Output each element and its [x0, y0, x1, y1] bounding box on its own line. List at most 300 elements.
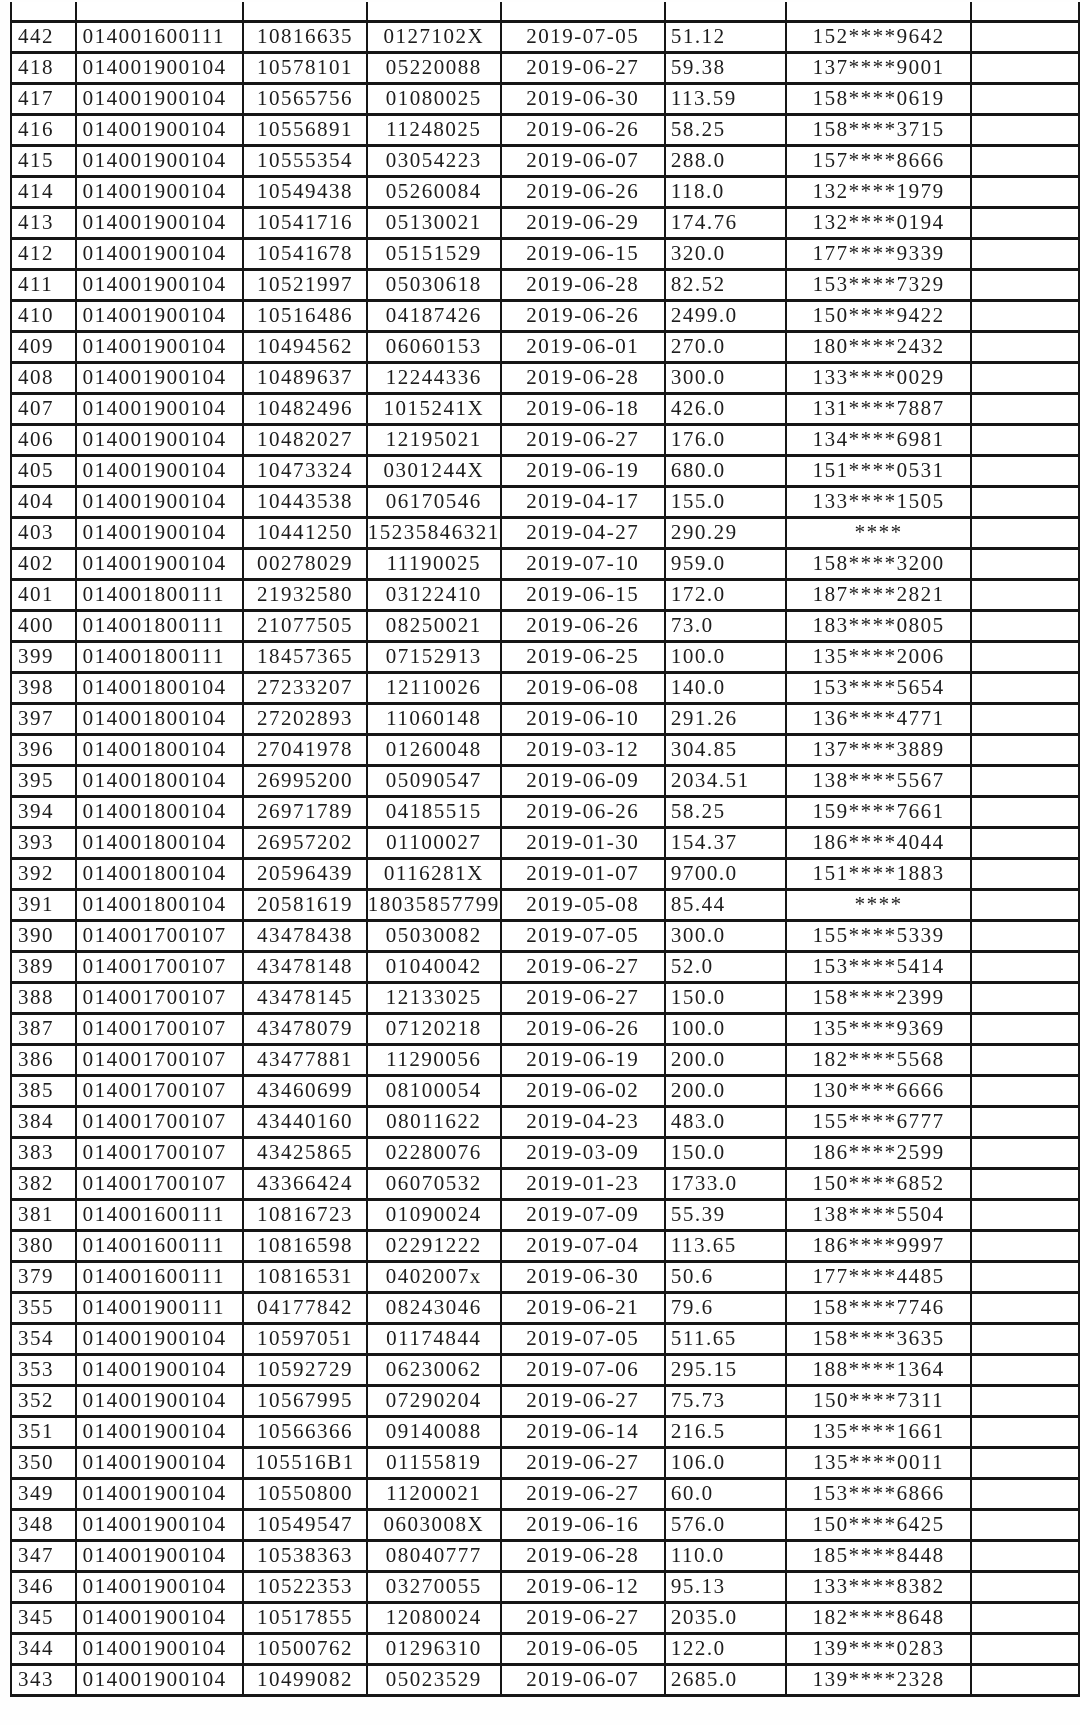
- empty-cell: [971, 1540, 1079, 1571]
- masked-phone-cell: 137****9001: [786, 52, 971, 83]
- amount-cell: 2685.0: [665, 1664, 786, 1695]
- serial-number-cell: 389: [11, 951, 76, 982]
- serial-number-cell: 390: [11, 920, 76, 951]
- amount-cell: 113.59: [665, 83, 786, 114]
- account-number-cell: 10538363: [243, 1540, 367, 1571]
- empty-cell: [971, 1323, 1079, 1354]
- table-row: [11, 52, 1079, 83]
- date-cell: 2019-06-25: [501, 641, 665, 672]
- serial-number-cell: 348: [11, 1509, 76, 1540]
- amount-cell: 79.6: [665, 1292, 786, 1323]
- table-row: [11, 517, 1079, 548]
- record-number-cell: 12244336: [367, 362, 501, 393]
- account-number-cell: 10522353: [243, 1571, 367, 1602]
- masked-phone-cell: 139****0283: [786, 1633, 971, 1664]
- date-cell: 2019-06-29: [501, 207, 665, 238]
- serial-number-cell: 388: [11, 982, 76, 1013]
- serial-number-cell: 400: [11, 610, 76, 641]
- record-number-cell: 11060148: [367, 703, 501, 734]
- account-number-cell: 26971789: [243, 796, 367, 827]
- amount-cell: 154.37: [665, 827, 786, 858]
- date-cell: 2019-07-05: [501, 21, 665, 52]
- table-row: [11, 703, 1079, 734]
- org-code-cell: 014001800104: [76, 796, 244, 827]
- org-code-cell: 014001900104: [76, 145, 244, 176]
- empty-cell: [971, 145, 1079, 176]
- empty-cell: [971, 176, 1079, 207]
- account-number-cell: 20596439: [243, 858, 367, 889]
- masked-phone-cell: 133****1505: [786, 486, 971, 517]
- account-number-cell: 10816635: [243, 21, 367, 52]
- account-number-cell: 10541716: [243, 207, 367, 238]
- table-row: [11, 1106, 1079, 1137]
- table-row: [11, 1385, 1079, 1416]
- empty-cell: [971, 889, 1079, 920]
- amount-cell: 426.0: [665, 393, 786, 424]
- record-number-cell: 05030618: [367, 269, 501, 300]
- serial-number-cell: 399: [11, 641, 76, 672]
- date-cell: 2019-01-23: [501, 1168, 665, 1199]
- org-code-cell: 014001700107: [76, 1075, 244, 1106]
- date-cell: 2019-06-26: [501, 796, 665, 827]
- org-code-cell: 014001900104: [76, 331, 244, 362]
- serial-number-cell: 442: [11, 21, 76, 52]
- masked-phone-cell: 150****6852: [786, 1168, 971, 1199]
- org-code-cell: 014001900104: [76, 517, 244, 548]
- table-row: [11, 1292, 1079, 1323]
- amount-cell: 82.52: [665, 269, 786, 300]
- date-cell: 2019-06-08: [501, 672, 665, 703]
- account-number-cell: 10597051: [243, 1323, 367, 1354]
- empty-cell: [971, 517, 1079, 548]
- empty-cell: [971, 83, 1079, 114]
- serial-number-cell: 382: [11, 1168, 76, 1199]
- table-row: [11, 300, 1079, 331]
- serial-number-cell: 350: [11, 1447, 76, 1478]
- table-row: [11, 114, 1079, 145]
- record-number-cell: 03122410: [367, 579, 501, 610]
- masked-phone-cell: 188****1364: [786, 1354, 971, 1385]
- account-number-cell: 10816723: [243, 1199, 367, 1230]
- date-cell: 2019-07-10: [501, 548, 665, 579]
- masked-phone-cell: 182****8648: [786, 1602, 971, 1633]
- org-code-cell: 014001900104: [76, 300, 244, 331]
- amount-cell: 59.38: [665, 52, 786, 83]
- date-cell: 2019-06-27: [501, 951, 665, 982]
- date-cell: 2019-06-30: [501, 1261, 665, 1292]
- account-number-cell: 10550800: [243, 1478, 367, 1509]
- table-row: [11, 672, 1079, 703]
- record-number-cell: 05090547: [367, 765, 501, 796]
- org-code-cell: 014001900104: [76, 393, 244, 424]
- table-row: [11, 1075, 1079, 1106]
- serial-number-cell: 392: [11, 858, 76, 889]
- masked-phone-cell: 150****9422: [786, 300, 971, 331]
- table-row: [11, 1013, 1079, 1044]
- org-code-cell: 014001700107: [76, 1137, 244, 1168]
- masked-phone-cell: 136****4771: [786, 703, 971, 734]
- table-row: [11, 1664, 1079, 1695]
- date-cell: 2019-04-23: [501, 1106, 665, 1137]
- amount-cell: 55.39: [665, 1199, 786, 1230]
- date-cell: 2019-06-12: [501, 1571, 665, 1602]
- record-number-cell: 12110026: [367, 672, 501, 703]
- amount-cell: 576.0: [665, 1509, 786, 1540]
- record-number-cell: 01296310: [367, 1633, 501, 1664]
- table-row: [11, 827, 1079, 858]
- org-code-cell: 014001800104: [76, 703, 244, 734]
- masked-phone-cell: 187****2821: [786, 579, 971, 610]
- masked-phone-cell: 180****2432: [786, 331, 971, 362]
- org-code-cell: 014001900104: [76, 1509, 244, 1540]
- serial-number-cell: 386: [11, 1044, 76, 1075]
- table-row: [11, 734, 1079, 765]
- serial-number-cell: 418: [11, 52, 76, 83]
- masked-phone-cell: 133****8382: [786, 1571, 971, 1602]
- amount-cell: 140.0: [665, 672, 786, 703]
- date-cell: 2019-06-27: [501, 1447, 665, 1478]
- record-number-cell: 06230062: [367, 1354, 501, 1385]
- org-code-cell: 014001700107: [76, 920, 244, 951]
- org-code-cell: 014001900104: [76, 1447, 244, 1478]
- account-number-cell: 10549547: [243, 1509, 367, 1540]
- serial-number-cell: 416: [11, 114, 76, 145]
- date-cell: 2019-07-05: [501, 1323, 665, 1354]
- masked-phone-cell: 133****0029: [786, 362, 971, 393]
- org-code-cell: 014001800104: [76, 858, 244, 889]
- record-number-cell: 02280076: [367, 1137, 501, 1168]
- serial-number-cell: 409: [11, 331, 76, 362]
- date-cell: 2019-06-19: [501, 1044, 665, 1075]
- clipped-cell: [501, 2, 665, 21]
- account-number-cell: 43460699: [243, 1075, 367, 1106]
- empty-cell: [971, 1633, 1079, 1664]
- account-number-cell: 10500762: [243, 1633, 367, 1664]
- serial-number-cell: 413: [11, 207, 76, 238]
- masked-phone-cell: 158****3635: [786, 1323, 971, 1354]
- amount-cell: 288.0: [665, 145, 786, 176]
- masked-phone-cell: 134****6981: [786, 424, 971, 455]
- date-cell: 2019-06-26: [501, 176, 665, 207]
- record-number-cell: 06070532: [367, 1168, 501, 1199]
- amount-cell: 110.0: [665, 1540, 786, 1571]
- empty-cell: [971, 1571, 1079, 1602]
- empty-cell: [971, 269, 1079, 300]
- serial-number-cell: 397: [11, 703, 76, 734]
- record-number-cell: 08011622: [367, 1106, 501, 1137]
- org-code-cell: 014001900104: [76, 1664, 244, 1695]
- record-number-cell: 06170546: [367, 486, 501, 517]
- empty-cell: [971, 1168, 1079, 1199]
- record-number-cell: 01155819: [367, 1447, 501, 1478]
- account-number-cell: 27233207: [243, 672, 367, 703]
- empty-cell: [971, 734, 1079, 765]
- table-row: [11, 1633, 1079, 1664]
- account-number-cell: 43478079: [243, 1013, 367, 1044]
- serial-number-cell: 383: [11, 1137, 76, 1168]
- table-row: [11, 83, 1079, 114]
- date-cell: 2019-06-27: [501, 52, 665, 83]
- empty-cell: [971, 1602, 1079, 1633]
- serial-number-cell: 406: [11, 424, 76, 455]
- empty-cell: [971, 1416, 1079, 1447]
- date-cell: 2019-06-27: [501, 1385, 665, 1416]
- record-number-cell: 08250021: [367, 610, 501, 641]
- table-row: [11, 1044, 1079, 1075]
- account-number-cell: 21932580: [243, 579, 367, 610]
- empty-cell: [971, 455, 1079, 486]
- org-code-cell: 014001800104: [76, 734, 244, 765]
- amount-cell: 176.0: [665, 424, 786, 455]
- table-row: [11, 889, 1079, 920]
- amount-cell: 2035.0: [665, 1602, 786, 1633]
- account-number-cell: 10555354: [243, 145, 367, 176]
- masked-phone-cell: 131****7887: [786, 393, 971, 424]
- account-number-cell: 10521997: [243, 269, 367, 300]
- record-number-cell: 11290056: [367, 1044, 501, 1075]
- clipped-cell: [665, 2, 786, 21]
- amount-cell: 2499.0: [665, 300, 786, 331]
- empty-cell: [971, 393, 1079, 424]
- record-number-cell: 12080024: [367, 1602, 501, 1633]
- table-row: [11, 1199, 1079, 1230]
- date-cell: 2019-06-01: [501, 331, 665, 362]
- serial-number-cell: 345: [11, 1602, 76, 1633]
- masked-phone-cell: 186****2599: [786, 1137, 971, 1168]
- amount-cell: 320.0: [665, 238, 786, 269]
- empty-cell: [971, 858, 1079, 889]
- account-number-cell: 10482496: [243, 393, 367, 424]
- record-number-cell: 04187426: [367, 300, 501, 331]
- empty-cell: [971, 300, 1079, 331]
- serial-number-cell: 403: [11, 517, 76, 548]
- table-row: [11, 1447, 1079, 1478]
- date-cell: 2019-06-27: [501, 1478, 665, 1509]
- org-code-cell: 014001900104: [76, 52, 244, 83]
- masked-phone-cell: 135****0011: [786, 1447, 971, 1478]
- account-number-cell: 18457365: [243, 641, 367, 672]
- org-code-cell: 014001900104: [76, 1354, 244, 1385]
- org-code-cell: 014001900104: [76, 176, 244, 207]
- org-code-cell: 014001800104: [76, 765, 244, 796]
- masked-phone-cell: 183****0805: [786, 610, 971, 641]
- empty-cell: [971, 548, 1079, 579]
- amount-cell: 51.12: [665, 21, 786, 52]
- serial-number-cell: 379: [11, 1261, 76, 1292]
- org-code-cell: 014001900104: [76, 83, 244, 114]
- masked-phone-cell: 150****7311: [786, 1385, 971, 1416]
- date-cell: 2019-04-27: [501, 517, 665, 548]
- amount-cell: 200.0: [665, 1075, 786, 1106]
- serial-number-cell: 410: [11, 300, 76, 331]
- empty-cell: [971, 1447, 1079, 1478]
- date-cell: 2019-06-27: [501, 1602, 665, 1633]
- table-row: [11, 920, 1079, 951]
- amount-cell: 304.85: [665, 734, 786, 765]
- account-number-cell: 10592729: [243, 1354, 367, 1385]
- amount-cell: 300.0: [665, 920, 786, 951]
- clipped-cell: [367, 2, 501, 21]
- date-cell: 2019-06-26: [501, 610, 665, 641]
- org-code-cell: 014001900104: [76, 269, 244, 300]
- record-number-cell: 08243046: [367, 1292, 501, 1323]
- table-row: [11, 145, 1079, 176]
- record-number-cell: 06060153: [367, 331, 501, 362]
- empty-cell: [971, 672, 1079, 703]
- empty-cell: [971, 1292, 1079, 1323]
- table-row: [11, 1323, 1079, 1354]
- date-cell: 2019-06-16: [501, 1509, 665, 1540]
- serial-number-cell: 355: [11, 1292, 76, 1323]
- table-row: [11, 1168, 1079, 1199]
- table-row: [11, 1571, 1079, 1602]
- table-row: [11, 362, 1079, 393]
- record-number-cell: 05151529: [367, 238, 501, 269]
- account-number-cell: 10567995: [243, 1385, 367, 1416]
- amount-cell: 483.0: [665, 1106, 786, 1137]
- amount-cell: 300.0: [665, 362, 786, 393]
- masked-phone-cell: 158****2399: [786, 982, 971, 1013]
- table-row: [11, 269, 1079, 300]
- account-number-cell: 10549438: [243, 176, 367, 207]
- clipped-cell: [76, 2, 244, 21]
- table-row: [11, 1230, 1079, 1261]
- empty-cell: [971, 486, 1079, 517]
- amount-cell: 290.29: [665, 517, 786, 548]
- org-code-cell: 014001600111: [76, 21, 244, 52]
- org-code-cell: 014001900104: [76, 207, 244, 238]
- serial-number-cell: 411: [11, 269, 76, 300]
- account-number-cell: 10566366: [243, 1416, 367, 1447]
- org-code-cell: 014001900104: [76, 1602, 244, 1633]
- table-row: [11, 207, 1079, 238]
- org-code-cell: 014001900104: [76, 486, 244, 517]
- empty-cell: [971, 796, 1079, 827]
- account-number-cell: 04177842: [243, 1292, 367, 1323]
- org-code-cell: 014001800104: [76, 827, 244, 858]
- masked-phone-cell: 138****5567: [786, 765, 971, 796]
- org-code-cell: 014001600111: [76, 1230, 244, 1261]
- org-code-cell: 014001900104: [76, 1540, 244, 1571]
- masked-phone-cell: 152****9642: [786, 21, 971, 52]
- account-number-cell: 43366424: [243, 1168, 367, 1199]
- clipped-top-row: [11, 2, 1079, 21]
- masked-phone-cell: 186****4044: [786, 827, 971, 858]
- amount-cell: 60.0: [665, 1478, 786, 1509]
- date-cell: 2019-04-17: [501, 486, 665, 517]
- masked-phone-cell: 177****9339: [786, 238, 971, 269]
- date-cell: 2019-06-21: [501, 1292, 665, 1323]
- clipped-cell: [786, 2, 971, 21]
- record-number-cell: 0127102X: [367, 21, 501, 52]
- record-number-cell: 03054223: [367, 145, 501, 176]
- org-code-cell: 014001700107: [76, 1168, 244, 1199]
- table-row: [11, 238, 1079, 269]
- date-cell: 2019-06-09: [501, 765, 665, 796]
- empty-cell: [971, 610, 1079, 641]
- amount-cell: 291.26: [665, 703, 786, 734]
- record-number-cell: 01174844: [367, 1323, 501, 1354]
- org-code-cell: 014001700107: [76, 951, 244, 982]
- masked-phone-cell: ****: [786, 517, 971, 548]
- empty-cell: [971, 1230, 1079, 1261]
- serial-number-cell: 404: [11, 486, 76, 517]
- empty-cell: [971, 765, 1079, 796]
- masked-phone-cell: 151****0531: [786, 455, 971, 486]
- masked-phone-cell: 137****3889: [786, 734, 971, 765]
- clipped-cell: [243, 2, 367, 21]
- empty-cell: [971, 1106, 1079, 1137]
- amount-cell: 122.0: [665, 1633, 786, 1664]
- record-number-cell: 07120218: [367, 1013, 501, 1044]
- table-row: [11, 951, 1079, 982]
- masked-phone-cell: 135****1661: [786, 1416, 971, 1447]
- serial-number-cell: 381: [11, 1199, 76, 1230]
- date-cell: 2019-06-28: [501, 1540, 665, 1571]
- masked-phone-cell: 158****3200: [786, 548, 971, 579]
- table-row: [11, 548, 1079, 579]
- serial-number-cell: 417: [11, 83, 76, 114]
- account-number-cell: 105516B1: [243, 1447, 367, 1478]
- serial-number-cell: 401: [11, 579, 76, 610]
- date-cell: 2019-01-07: [501, 858, 665, 889]
- empty-cell: [971, 951, 1079, 982]
- empty-cell: [971, 1261, 1079, 1292]
- account-number-cell: 43425865: [243, 1137, 367, 1168]
- amount-cell: 58.25: [665, 114, 786, 145]
- serial-number-cell: 380: [11, 1230, 76, 1261]
- amount-cell: 200.0: [665, 1044, 786, 1075]
- masked-phone-cell: 153****7329: [786, 269, 971, 300]
- amount-cell: 52.0: [665, 951, 786, 982]
- serial-number-cell: 412: [11, 238, 76, 269]
- record-number-cell: 15235846321: [367, 517, 501, 548]
- date-cell: 2019-06-14: [501, 1416, 665, 1447]
- account-number-cell: 10816598: [243, 1230, 367, 1261]
- table-row: [11, 982, 1079, 1013]
- record-number-cell: 01040042: [367, 951, 501, 982]
- record-number-cell: 0402007x: [367, 1261, 501, 1292]
- date-cell: 2019-03-09: [501, 1137, 665, 1168]
- amount-cell: 100.0: [665, 641, 786, 672]
- empty-cell: [971, 1509, 1079, 1540]
- date-cell: 2019-06-26: [501, 300, 665, 331]
- org-code-cell: 014001900104: [76, 114, 244, 145]
- account-number-cell: 43478145: [243, 982, 367, 1013]
- account-number-cell: 21077505: [243, 610, 367, 641]
- serial-number-cell: 384: [11, 1106, 76, 1137]
- account-number-cell: 27041978: [243, 734, 367, 765]
- masked-phone-cell: 182****5568: [786, 1044, 971, 1075]
- table-row: [11, 1137, 1079, 1168]
- org-code-cell: 014001800104: [76, 889, 244, 920]
- account-number-cell: 00278029: [243, 548, 367, 579]
- serial-number-cell: 415: [11, 145, 76, 176]
- table-row: [11, 176, 1079, 207]
- table-row: [11, 1416, 1079, 1447]
- table-row: [11, 1261, 1079, 1292]
- org-code-cell: 014001700107: [76, 982, 244, 1013]
- date-cell: 2019-06-15: [501, 238, 665, 269]
- org-code-cell: 014001800104: [76, 672, 244, 703]
- serial-number-cell: 396: [11, 734, 76, 765]
- clipped-cell: [11, 2, 76, 21]
- record-number-cell: 07152913: [367, 641, 501, 672]
- masked-phone-cell: 157****8666: [786, 145, 971, 176]
- record-number-cell: 01260048: [367, 734, 501, 765]
- record-number-cell: 05030082: [367, 920, 501, 951]
- masked-phone-cell: 158****3715: [786, 114, 971, 145]
